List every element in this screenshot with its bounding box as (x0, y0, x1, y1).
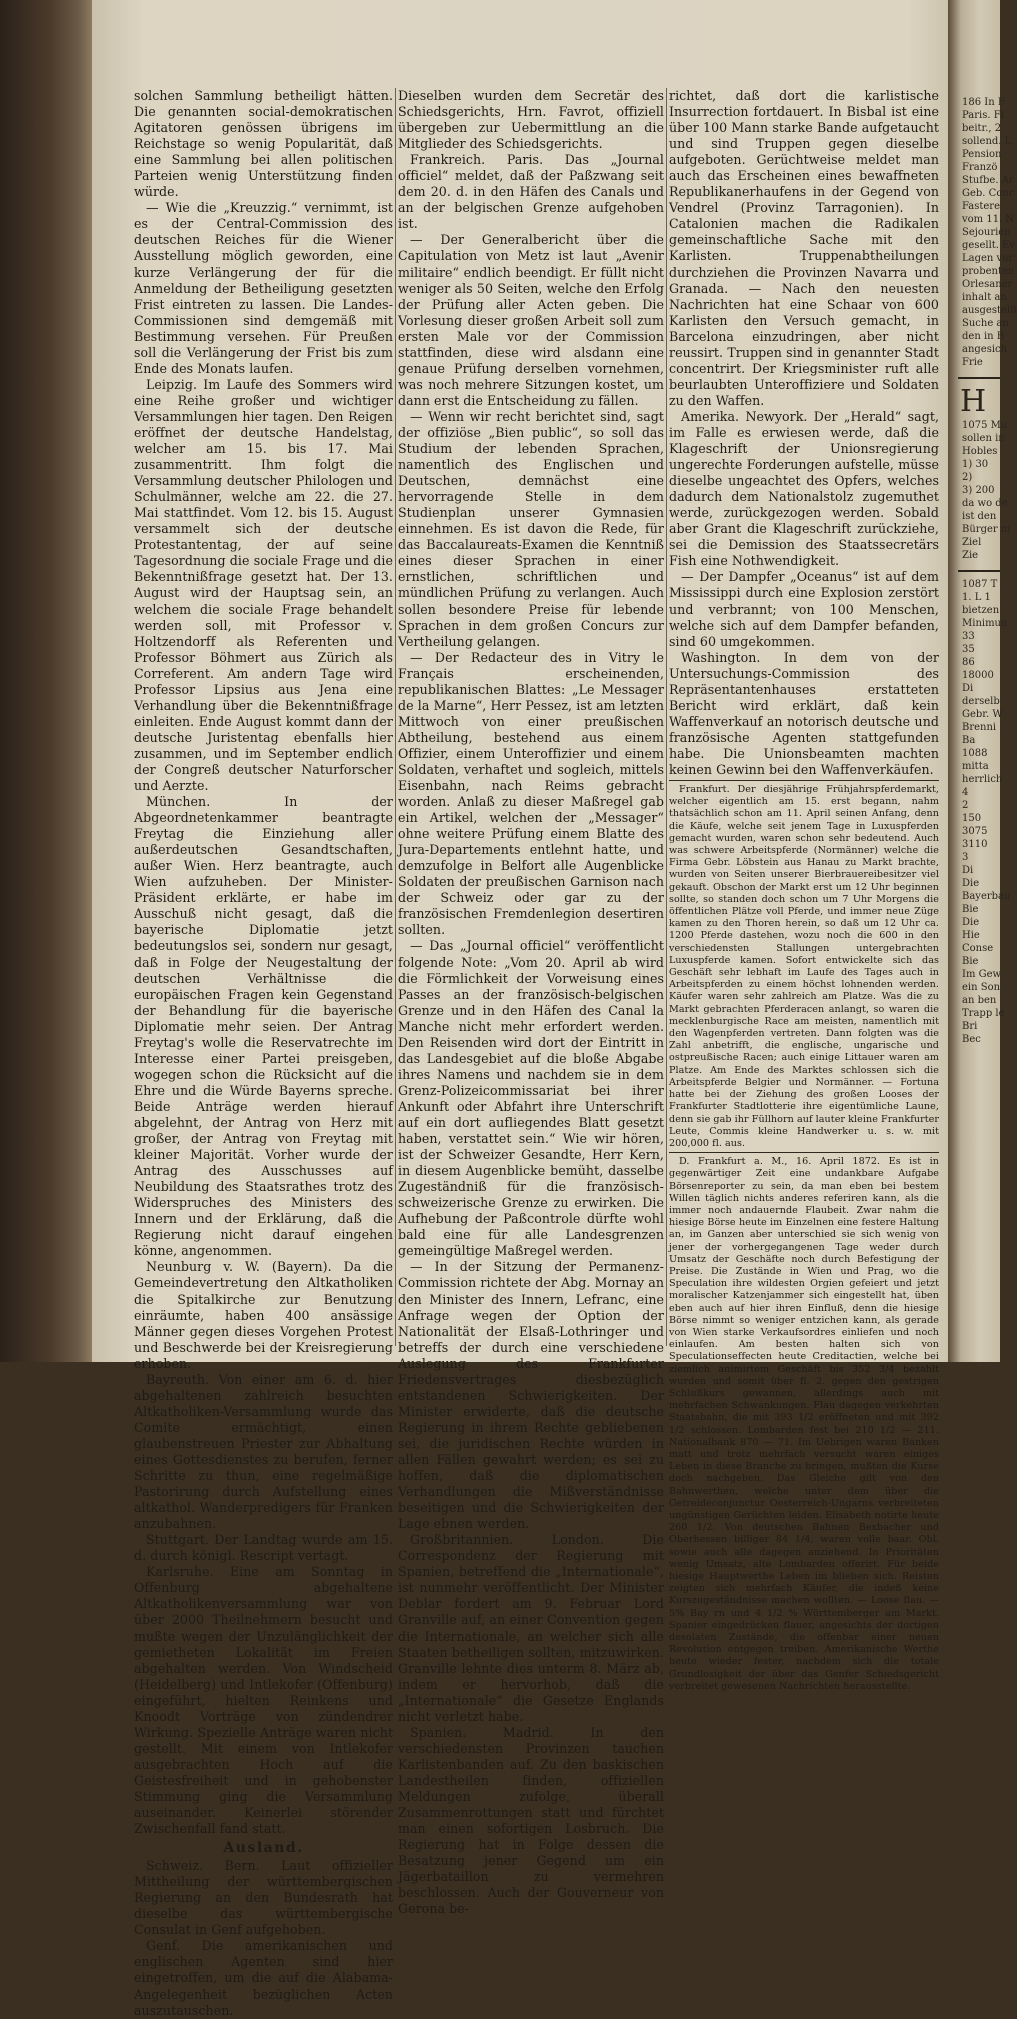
column-rule-left (395, 88, 396, 1346)
adjacent-page-line: Conse (962, 943, 994, 954)
article-leipzig: Leipzig. Im Laufe des Sommers wird eine Reihe großer und wichtiger Versammlungen hier tagen. Den Reigen eröffnet der deutsche Handelstag, welcher am 15. bis 17. Mai zusammentritt. Ihm folgt die Versammlung deutscher Philologen und Schulmänner, welche am 22. die 27. Mai stattfindet. Vom 12. bis 15. August versammelt sich der deutsche Protestantentag, der auf seine Tagesordnung die sociale Frage und die Bekenntnißfrage gesetzt hat. Der 13. August wird der Hauptsag sein, an welchem die sociale Frage behandelt werden soll, mit Professor v. Holtzendorff als Referenten und Professor Böhmert aus Zürich als Correferent. Am andern Tage wird Professor Lipsius aus Jena eine Verhandlung über die Bekenntnißfrage einleiten. Ende August kommt dann der deutsche Juristentag ebenfalls hier zusammen, und im September endlich der Congreß deutscher Naturforscher und Aerzte. (134, 376, 393, 794)
adjacent-page-line: Die (962, 878, 980, 889)
adjacent-page-line: Bie (962, 956, 979, 967)
adjacent-page-line: 3 (962, 852, 969, 863)
adjacent-page-line: Stufbe. Ar (962, 175, 1014, 186)
adjacent-page-line: 18000 (962, 670, 994, 681)
adjacent-page-line: 3) 200 (962, 485, 995, 496)
adjacent-page-line: Bec (962, 1034, 981, 1045)
adjacent-page-line: 3075 (962, 826, 988, 837)
adjacent-page-text-mid (948, 419, 1011, 562)
article-frankfurt-boerse: D. Frankfurt a. M., 16. April 1872. Es ist in gegenwärtiger Zeit eine undankbare Aufgabe Börsenreporter zu sein, da man eben bei bestem Willen täglich nichts anderes referiren kann, als die immer noch andauernde Flaubeit. Zwar nahm die hiesige Börse heute im Einzelnen eine festere Haltung an, im Ganzen aber unterschied sie sich wenig von jener der vorhergegangenen Tage weder durch Umsatz der Geschäfte noch durch Befestigung der Preise. Die Zustände in Wien und Prag, wo die Speculation ihre wildesten Orgien gefeiert und jetzt moralischer Katzenjammer sich eingestellt hat, üben eben auch auf hier ihren Einfluß, denn die hiesige Börse nimmt so weniger entzichen kann, als gerade von Wien starke Verkaufsordres einliefen und noch einlaufen. Am besten halten sich von Speculationseffecten heute Creditactien, welche bei ziemlich animirtem Geschäft bis 352 3/4 bezahlt wurden und somit über fl. 2. gegen den gestrigen Schlußkurs gewannen, allerdings auch mit mehrfachen Schwankungen. Flau dagegen verkehrten Staatsbahn, die mit 393 1/2 eröffneten und mit 392 1/2 schlossen. Lombarden fest bei 210 1/2 — 211. Nationalbank 870 — 71. Im Uebrigen waren Banken matt und trotz mehrfach versucht waren einiges Leben in diese Branche zu bringen, mußten die Kurse doch nachgeben. Das Gleiche gilt von den Bahnwerthen, welche unter dem über die Getreideconjunctur Oesterreich-Ungarns verbreiteten ungünstigen Gerüchten leiden. Elisabeth notirte heute 260 1/2. Von deutschen Bahnen Bexbacher und Oberhessen billiger 84 1/4, waren volle baar. Obl. sowie auch alle dagegen anziehend. In Prioritäten wenig Umsatz, alte Lombarden offerirt. Für beide hiesige Hauptwerthe Leben im blieben sich. Reisten zeigten sich mehrfach Käufer, die indeß keine Kurszugeständnisse machen wollten. — Loose flau. — 5% Bay rn und 4 1/2 % Württemberger am Markt. Spanier eingedrücken flauer, angesichts der dortigen desolaten Zustände, die offenbar einer neuen Revolution entgegen treiben. Amerikanische Werthe heute wieder fester, nachdem sich die totale Grundlosigkeit der über das Genfer Schiedsgericht verbreitet gewesenen Nachrichten herausstellte. (669, 1156, 939, 1692)
article-paragraph: — Wenn wir recht berichtet sind, sagt der offiziöse „Bien public“, so soll das Studium der lebenden Sprachen, namentlich des Englischen und Deutschen, demnächst eine hervorragende Stelle in dem Studienplan unserer Gymnasien einnehmen. Es ist davon die Rede, für das Baccalaureats-Examen die Kenntniß eines dieser Sprachen in einer ernstlichen, schriftlichen und mündlichen Prüfung zu verlangen. Auch sollen besondere Preise für lebende Sprachen in dem großen Concurs zur Vertheilung gelangen. (398, 408, 664, 649)
column-middle (398, 88, 664, 1917)
adjacent-page-line: Zie (962, 550, 979, 561)
article-frankreich: Frankreich. Paris. Das „Journal officiel“ meldet, daß der Paßzwang seit dem 20. d. in den Häfen des Canals und an der belgischen Grenze aufgehoben ist. (398, 152, 664, 232)
adjacent-page-line: 35 (962, 644, 975, 655)
article-paragraph: — Der Generalbericht über die Capitulation von Metz ist laut „Avenir militaire“ endlich beendigt. Er füllt nicht weniger als 50 Seiten, welche den Erfolg der Prüfung aller Acten geben. Die Vorlesung dieser großen Arbeit soll zum ersten Male vor der Commission stattfinden, diese wird alsdann eine genaue Prüfung derselben vornehmen, was noch mehrere Sitzungen kostet, um dann erst die Entscheidung zu fällen. (398, 232, 664, 408)
adjacent-page-line: Fastere (962, 201, 1000, 212)
adjacent-page-rule (958, 570, 1000, 572)
adjacent-page-line: 1075 Mu (962, 420, 1008, 431)
article-grossbritannien: Großbritannien. London. Die Correspondenz der Regierung mit Spanien, betreffend die „Internationale“, ist nunmehr veröffentlicht. Der Minister Deblar fordert am 9. Februar Lord Granville auf, an einer Convention gegen die Internationale, an welcher sich alle Staaten betheiligen sollten, mitzuwirken. Granville lehnte dies unterm 8. März ab, indem er hervorhob, daß die „Internationale“ die Gesetze Englands nicht verletzt habe. (398, 1532, 664, 1724)
adjacent-page-line: Orlesaner (962, 279, 1013, 290)
adjacent-page-line: 1087 T (962, 579, 998, 590)
article-spanien: Spanien. Madrid. In den verschiedensten Provinzen tauchen Karlistenbanden auf. Zu den baskischen Landestheilen finden, offiziellen Meldungen zufolge, überall Zusammenrottungen statt und fürchtet man einen sofortigen Losbruch. Die Regierung hat in Folge dessen die Besatzung jener Gegend um ein Jägerbataillon zu vermehren beschlossen. Auch der Gouverneur von Gerona be- (398, 1724, 664, 1917)
adjacent-page-line: mitta (962, 761, 989, 772)
local-news-block (669, 784, 939, 1693)
article-karlsruhe: Karlsruhe. Eine am Sonntag in Offenburg abgehaltene Altkatholikenversammlung war von über 2000 Theilnehmern besucht und mußte wegen der Unzulänglichkeit der gemietheten Lokalität im Freien abgehalten werden. Von Windscheid (Heidelberg) und Intlekofer (Offenburg) eingeführt, hielten Reinkens und Knoodt Vorträge von zündendrer Wirkung. Spezielle Anträge waren nicht gestellt. Mit einem von Intlekofer ausgebrachten Hoch auf die Geistesfreiheit und in gehobenster Stimmung ging die Versammlung auseinander. Keinerlei störender Zwischenfall fand statt. (134, 1564, 393, 1837)
adjacent-page-line: bietzen (962, 605, 1000, 616)
adjacent-page-line: Sejourien (962, 227, 1011, 238)
adjacent-page-line: Gebr. W (962, 709, 1003, 720)
adjacent-page-line: Paris. Fl (962, 110, 1004, 121)
adjacent-page-line: Im Gew (962, 969, 1002, 980)
article-neunburg: Neunburg v. W. (Bayern). Da die Gemeindevertretung den Altkatholiken die Spitalkirche zur Benutzung einräumte, haben 400 ansässige Männer gegen dieses Vorgehen Protest und Beschwerde bei der Kreisregierung erhoben. (134, 1259, 393, 1371)
article-muenchen: München. In der Abgeordnetenkammer beantragte Freytag die Einziehung aller außerdeutschen Gesandtschaften, außer Wien. Herz beantragte, auch Wien aufzuheben. Der Minister-Präsident erklärte, er habe im Ausschuß nicht gesagt, daß die bayerische Diplomatie jetzt bedeutungslos sei, sondern nur gesagt, daß in Folge der Neugestaltung der deutschen Verhältnisse die europäischen Fragen kein Gegenstand der Behandlung für die bayerische Diplomatie mehr seien. Der Antrag Freytag's wolle die Reservatrechte im Interesse einer Partei preisgeben, wogegen schon die Rücksicht auf die Ehre und die Würde Bayerns spreche. Beide Anträge werden hierauf abgelehnt, der Antrag von Herz mit großer, der Antrag von Freytag mit kleiner Majorität. Vorher wurde der Antrag des Ausschusses auf Neubildung des Staatsrathes trotz des Widerspruches des Ministers des Innern und der Erklärung, daß die Regierung nicht darauf eingehen könne, angenommen. (134, 794, 393, 1259)
article-amerika: Amerika. Newyork. Der „Herald“ sagt, im Falle es erwiesen werde, daß die Klageschrift der Unionsregierung ungerechte Forderungen aufstelle, müsse dieselbe ungeachtet des Opfers, welches dadurch dem Nationalstolz zugemuthet werde, zurückgezogen werden. Sobald aber Grant die Klageschrift zurückziehe, sei die Demission des Staatssecretärs Fish eine Nothwendigkeit. (669, 408, 939, 569)
adjacent-page-line: 186 In F (962, 97, 1005, 108)
adjacent-page-line: ist den (962, 511, 997, 522)
article-paragraph: — In der Sitzung der Permanenz-Commission richtete der Abg. Mornay an den Minister des Innern, Lefranc, eine Anfrage wegen der Option der Nationalität der Elsaß-Lothringer und betreffs der durch eine verschiedene Auslegung des Frankfurter Friedensvertrages diesbezüglich entstandenen Schwierigkeiten. Der Minister erwiderte, daß die deutsche Regierung in ihrem Rechte gebliebenen sei, die juridischen Rechte würden in allen Fällen gewahrt werden; es sei zu hoffen, daß die diplomatischen Verhandlungen die Mißverständnisse beseitigen und die Schwierigkeiten der Lage ebnen werden. (398, 1259, 664, 1532)
adjacent-page-line: Hie (962, 930, 980, 941)
adjacent-page-line: Minimun (962, 618, 1008, 629)
article-paragraph: — Wie die „Kreuzzig.“ vernimmt, ist es der Central-Commission des deutschen Reiches für die Wiener Ausstellung möglich geworden, eine kurze Verlängerung der für die Anmeldung der Betheiligung gesetzten Frist eintreten zu lassen. Die Landes-Commissionen sind demgemäß mit Bestimmung versehen. Für Preußen soll die Verlängerung der Frist bis zum Ende des Monats laufen. (134, 200, 393, 376)
adjacent-page-line: angesich (962, 344, 1008, 355)
adjacent-page-rule (958, 377, 1000, 379)
adjacent-page-line: sollend. L (962, 136, 1012, 147)
article-paragraph: richtet, daß dort die karlistische Insurrection fortdauert. In Bisbal ist eine über 100 Mann starke Bande aufgetaucht und sind Truppen gegen dieselbe aufgeboten. Gerüchtweise meldet man auch das Erscheinen eines bewaffneten Republikanerhaufens in der Gegend von Vendrel (Provinz Tarragonien). In Catalonien machen die Radikalen gemeinschaftliche Sache mit den Karlisten. Truppenabtheilungen durchziehen die Provinzen Navarra und Granada. — Nach den neuesten Nachrichten hat eine Schaar von 600 Karlisten den Versuch gemacht, in Barcelona einzudringen, aber nicht reussirt. Truppen sind in genannter Stadt concentrirt. Der Kriegsminister ruft alle beurlaubten Unteroffiziere und Soldaten zu den Waffen. (669, 88, 939, 408)
adjacent-page-line: den in B (962, 331, 1005, 342)
adjacent-page-line: 33 (962, 631, 975, 642)
adjacent-page-line: Bayerbau (962, 891, 1011, 902)
article-paragraph: Dieselben wurden dem Secretär des Schiedsgerichts, Hrn. Favrot, offiziell übergeben zur Uebermittlung an die Mitglieder des Schiedsgerichts. (398, 88, 664, 152)
article-paragraph: — Der Dampfer „Oceanus“ ist auf dem Mississippi durch eine Explosion zerstört und verbrannt; von 100 Menschen, welche sich auf dem Dampfer befanden, sind 60 umgekommen. (669, 569, 939, 649)
adjacent-page-line: probenten (962, 266, 1015, 277)
adjacent-page-line: vom 11. N (962, 214, 1015, 225)
article-bayreuth: Bayreuth. Von einer am 6. d. hier abgehaltenen zahlreich besuchten Altkatholiken-Versammlung wurde das Comite ermächtigt, einen glaubenstreuen Priester zur Abhaltung eines Gottesdienstes zu berufen, ferner Schritte zu thun, eine regelmäßige Pastorirung durch Aufstellung eines altkathol. Wanderpredigers für Franken anzubahnen. (134, 1371, 393, 1532)
adjacent-page-line: Di (962, 683, 974, 694)
article-paragraph: solchen Sammlung betheiligt hätten. Die genannten social-demokratischen Agitatoren genössen übrigens im Reichstage so wenig Popularität, daß eine Sammlung bei allen politischen Parteien wenig Unterstützung finden würde. (134, 88, 393, 200)
adjacent-page-line: 4 (962, 787, 969, 798)
adjacent-page-heading: H (960, 384, 987, 419)
column-right (669, 88, 939, 1692)
adjacent-page-line: 86 (962, 657, 975, 668)
adjacent-page-line: 150 (962, 813, 982, 824)
adjacent-page-line: Ziel (962, 537, 982, 548)
adjacent-page-line: Bürger m (962, 524, 1011, 535)
adjacent-page-line: Frie (962, 357, 983, 368)
adjacent-page-line: sollen in (962, 433, 1005, 444)
adjacent-page-line: Trapp le (962, 1008, 1005, 1019)
article-washington: Washington. In dem von der Untersuchungs-Commission des Repräsentantenhauses erstatteten Bericht wird erklärt, daß kein Waffenverkauf an notorisch deutsche und französische Agenten stattgefunden habe. Die Unionsbeamten machten keinen Gewinn bei den Waffenverkäufen. (669, 649, 939, 777)
adjacent-page-line: Suche an (962, 318, 1009, 329)
adjacent-page-line: 1088 (962, 748, 988, 759)
adjacent-page-line: beitr., 2 (962, 123, 1002, 134)
adjacent-page-line: Franzö (962, 162, 998, 173)
adjacent-page-line: Brenni (962, 722, 997, 733)
article-genf: Genf. Die amerikanischen und englischen Agenten sind hier eingetroffen, um die auf die Alabama-Angelegenheit bezüglichen Acten auszutauschen. (134, 1938, 393, 2018)
adjacent-page-line: ein Son (962, 982, 1001, 993)
adjacent-page-line: Geb. Conr (962, 188, 1014, 199)
adjacent-page-line: 2 (962, 800, 969, 811)
adjacent-page-line: Die (962, 917, 980, 928)
adjacent-page-line: Bie (962, 904, 979, 915)
adjacent-page-line: 3110 (962, 839, 988, 850)
book-binding (0, 0, 92, 1362)
adjacent-page-line: gesellt. Ev (962, 240, 1016, 251)
adjacent-page-line: inhalt an (962, 292, 1007, 303)
adjacent-page-line: an ben (962, 995, 997, 1006)
column-left (134, 88, 393, 2018)
adjacent-page-line: ausgestellt (962, 305, 1017, 316)
adjacent-page-line: Pension (962, 149, 1002, 160)
section-heading-ausland: Ausland. (223, 1840, 304, 1857)
adjacent-page-line: derselb (962, 696, 1000, 707)
adjacent-page-line: Hobles (962, 446, 998, 457)
adjacent-page-text-low (948, 578, 1011, 1046)
adjacent-page-line: da wo de (962, 498, 1008, 509)
section-divider (669, 1152, 939, 1153)
adjacent-page-line: 1. L 1 (962, 592, 991, 603)
article-stuttgart: Stuttgart. Der Landtag wurde am 15. d. durch königl. Rescript vertagt. (134, 1532, 393, 1564)
adjacent-page-line: Bri (962, 1021, 978, 1032)
adjacent-page-line: Di (962, 865, 974, 876)
adjacent-page-line: Lagen vor (962, 253, 1013, 264)
adjacent-page-line: Ba (962, 735, 976, 746)
adjacent-page-line: herrlich (962, 774, 1003, 785)
adjacent-page-line: 2) (962, 472, 973, 483)
adjacent-page-line: 1) 30 (962, 459, 989, 470)
adjacent-page-strip (948, 0, 1017, 1362)
article-paragraph: — Der Redacteur des in Vitry le Français erscheinenden, republikanischen Blattes: „Le Messager de la Marne“, Herr Pessez, ist am letzten Mittwoch von einer preußischen Abtheilung, bestehend aus einem Offizier, einem Unteroffizier und einem Soldaten, verhaftet und sogleich, mittels Eisenbahn, nach Reims gebracht worden. Anlaß zu dieser Maßregel gab ein Artikel, welchen der „Messager“ ohne weitere Prüfung einem Blatte des Jura-Departements entlehnt hatte, und demzufolge in Belfort alle Augenblicke Soldaten der preußischen Garnison nach der Schweiz oder gar zu der französischen Fremdenlegion desertiren sollten. (398, 649, 664, 938)
section-divider (669, 780, 939, 781)
column-rule-right (666, 88, 667, 1346)
adjacent-page-text-top (948, 0, 1017, 369)
article-paragraph: — Das „Journal officiel“ veröffentlicht folgende Note: „Vom 20. April ab wird die Förmlichkeit der Vorweisung eines Passes an der französisch-belgischen Grenze und in den Häfen des Canal la Manche nicht mehr erfordert werden. Den Reisenden wird dort der Eintritt in das Landesgebiet auf die bloße Abgabe ihres Namens und nachdem sie in dem Grenz-Polizeicommissariat bei ihrer Ankunft oder Abfahrt ihre Unterschrift auf ein dort aufliegendes Blatt gesetzt haben, verstattet sein.“ Wie wir hören, ist der Schweizer Gesandte, Herr Kern, in diesem Augenblicke bemüht, dasselbe Zugeständniß für die französisch-schweizerische Grenze zu erwirken. Die Aufhebung der Paßcontrole dürfte wohl bald eine für alle Landesgrenzen gemeingültige Maßregel werden. (398, 938, 664, 1259)
article-schweiz: Schweiz. Bern. Laut offizieller Mittheilung der württembergischen Regierung an den Bundesrath hat dieselbe das württembergische Consulat in Genf aufgehoben. (134, 1858, 393, 1938)
article-frankfurt-market: Frankfurt. Der diesjährige Frühjahrspferdemarkt, welcher eigentlich am 15. erst begann, nahm thatsächlich schon am 11. April seinen Anfang, denn die Käufe, welche seit jenem Tage in Luxuspferden gemacht wurden, waren schon sehr bedeutend. Auch was schwere Arbeitspferde (Normänner) welche die Firma Gebr. Löbstein aus Hanau zu Markt brachte, wurden von Seiten unserer Bierbrauereibesitzer viel gekauft. Obschon der Markt erst um 12 Uhr beginnen sollte, so standen doch schon um 7 Uhr Morgens die öffentlichen Plätze voll Pferde, und immer neue Züge kamen zu den Thoren herein, so daß um 12 Uhr ca. 1200 Pferde dastehen, wozu noch die 600 in den verschiedensten Stallungen untergebrachten Luxuspferde kamen. Sofort entwickelte sich das Geschäft sehr lebhaft im Laufe des Tages auch in Arbeitspferden zu einem höchst lohnenden werden. Käufer waren sehr zahlreich am Platze. Was die zu Markt gebrachten Pferderacen anlangt, so waren die mecklenburgische Race am meisten, namentlich mit den Wagenpferden vertreten. Dann folgten was die Zahl anbetrifft, die englische, ungarische und ostpreußische Racen; auch einige Littauer waren am Platze. Am Ende des Marktes schlossen sich die Arbeitspferde Belgier und Normänner. — Fortuna hatte bei der Ziehung des großen Looses der Frankfurter Stadtlotterie ihre eigentümliche Laune, denn sie gab ihr Füllhorn auf lauter kleine Frankfurter Leute, Commis kleine Handwerker u. s. w. mit 200,000 fl. aus. (669, 784, 939, 1149)
